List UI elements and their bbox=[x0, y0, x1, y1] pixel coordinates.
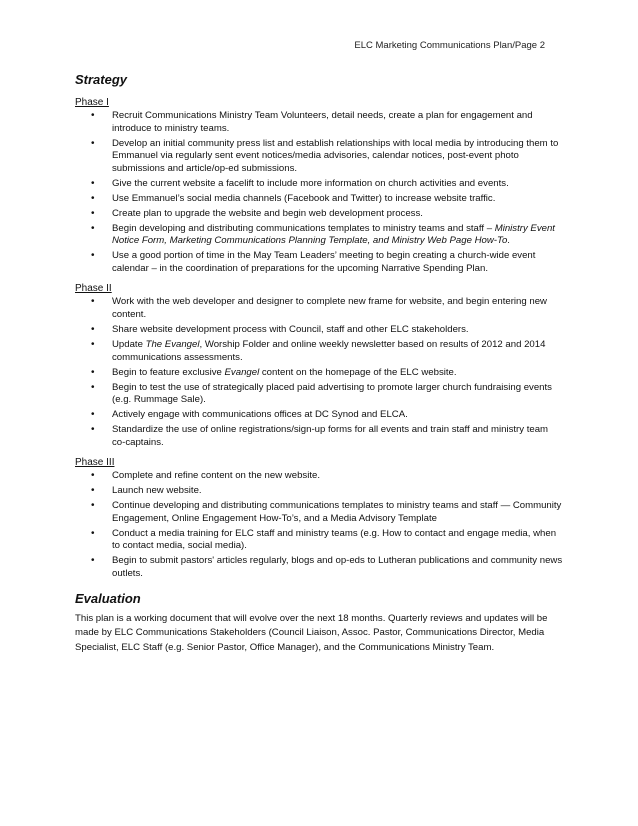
item-emphasis: Ministry Event Notice Form, Marketing Communications Planning Template, and Ministry Web Page How-To bbox=[112, 222, 555, 247]
page-header: ELC Marketing Communications Plan/Page 2 bbox=[354, 40, 545, 51]
evaluation-heading: Evaluation bbox=[75, 590, 141, 606]
phase-section bbox=[75, 457, 563, 580]
phase-list bbox=[75, 296, 563, 449]
list-item bbox=[112, 223, 563, 248]
item-text: Complete and refine content on the new website. bbox=[112, 470, 320, 482]
list-item bbox=[112, 409, 563, 422]
list-item bbox=[112, 250, 563, 275]
item-text: Begin to submit pastors' articles regularly, blogs and op-eds to Lutheran publications and community news outlets. bbox=[112, 555, 563, 580]
phase-title: Phase III bbox=[75, 457, 115, 469]
phase-list bbox=[75, 110, 563, 275]
item-text: Recruit Communications Ministry Team Volunteers, detail needs, create a plan for engagement and introduce to ministry teams. bbox=[112, 110, 533, 134]
item-text: Share website development process with Council, staff and other ELC stakeholders. bbox=[112, 324, 469, 336]
list-item bbox=[112, 485, 563, 498]
item-text: Use a good portion of time in the May Team Leaders’ meeting to begin creating a church-wide event calendar – in the coordination of preparations for the upcoming Narrative Spending Plan. bbox=[112, 250, 536, 274]
phase-section bbox=[75, 283, 563, 449]
phase-section bbox=[75, 97, 563, 275]
item-text-after: . bbox=[507, 235, 510, 247]
phase-title: Phase I bbox=[75, 97, 109, 108]
item-text: Continue developing and distributing communications templates to ministry teams and staff — Community Engagement, Online Engagement How-To’s, and a Media Advisory Template bbox=[112, 500, 562, 524]
list-item bbox=[112, 138, 563, 176]
item-text: Standardize the use of online registrations/sign-up forms for all events and train staff and ministry team co-captains. bbox=[112, 424, 549, 448]
list-item bbox=[112, 367, 563, 380]
item-text-after: , Worship Folder and online weekly newsletter based on results of 2012 and 2014 communications assessments. bbox=[112, 339, 546, 363]
item-emphasis: The Evangel bbox=[145, 339, 200, 351]
evaluation-paragraph: This plan is a working document that will evolve over the next 18 months. Quarterly reviews and updates will be made by ELC Communications Stakeholders (Council Liaison, Assoc. Pastor, Communications Director, Media Specialist, ELC Staff (e.g. Senior Pastor, Office Manager), and the Communications Ministry Team. bbox=[75, 612, 548, 654]
item-text: Work with the web developer and designer to complete new frame for website, and begin entering new content. bbox=[112, 296, 547, 321]
item-text: Launch new website. bbox=[112, 485, 202, 497]
list-item bbox=[112, 193, 563, 206]
item-text: Give the current website a facelift to include more information on church activities and events. bbox=[112, 177, 509, 189]
list-item bbox=[112, 382, 563, 407]
page-content bbox=[75, 72, 563, 656]
phase-list bbox=[75, 470, 563, 580]
list-item bbox=[112, 110, 563, 135]
item-text: Use Emmanuel’s social media channels (Facebook and Twitter) to increase website traffic. bbox=[112, 192, 496, 204]
list-item bbox=[112, 528, 563, 553]
list-item bbox=[112, 470, 563, 483]
item-text-after: content on the homepage of the ELC website. bbox=[259, 366, 457, 378]
item-emphasis: Evangel bbox=[224, 366, 260, 378]
item-text: Update bbox=[112, 339, 146, 351]
item-text: Begin developing and distributing communications templates to ministry teams and staff – bbox=[112, 222, 495, 234]
list-item bbox=[112, 296, 563, 321]
item-text: Conduct a media training for ELC staff and ministry teams (e.g. How to contact and engage media, when to contact media, social media). bbox=[112, 527, 557, 552]
list-item bbox=[112, 500, 563, 525]
phase-title: Phase II bbox=[75, 283, 112, 295]
item-text: Create plan to upgrade the website and begin web development process. bbox=[112, 207, 423, 219]
strategy-heading: Strategy bbox=[75, 72, 128, 87]
list-item bbox=[112, 339, 563, 364]
list-item bbox=[112, 555, 563, 580]
item-text: Begin to feature exclusive bbox=[112, 366, 225, 378]
item-text: Actively engage with communications offices at DC Synod and ELCA. bbox=[112, 409, 408, 421]
list-item bbox=[112, 424, 563, 449]
item-text: Develop an initial community press list and establish relationships with local media by introducing them to Emmanuel via regularly sent event notices/media advisories, calendar notices, post-event photo submissions and article/op-ed submissions. bbox=[112, 137, 559, 174]
list-item bbox=[112, 208, 563, 221]
item-text: Begin to test the use of strategically placed paid advertising to promote larger church fundraising events (e.g. Rummage Sale). bbox=[112, 381, 552, 406]
list-item bbox=[112, 324, 563, 337]
list-item bbox=[112, 178, 563, 191]
